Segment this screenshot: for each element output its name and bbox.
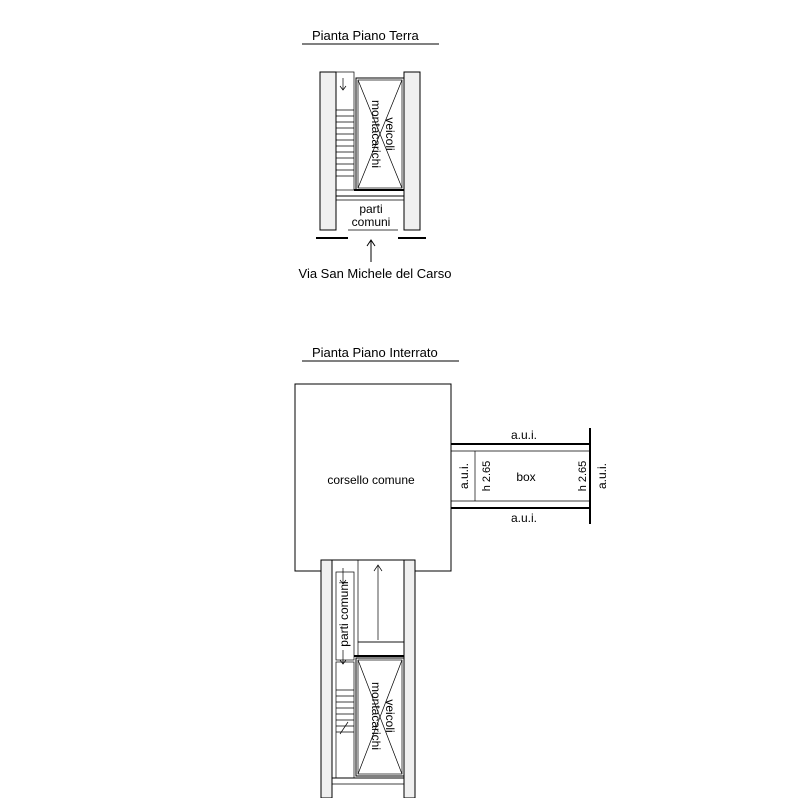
ground-right-wall (404, 72, 420, 230)
basement-lift-label-1: montacarichi (369, 681, 383, 751)
street-name: Via San Michele del Carso (298, 266, 452, 281)
neighbor-unit-left: a.u.i. (457, 462, 471, 490)
ground-floor-plan (299, 28, 452, 281)
ground-lift-label-2: veicoli (383, 117, 397, 151)
box-label: box (516, 470, 536, 484)
ground-common-parts-label-1: parti (359, 202, 383, 216)
corridor-label: corsello comune (327, 473, 415, 487)
neighbor-unit-bottom: a.u.i. (510, 511, 538, 525)
basement-common-parts-label: parti comuni (337, 581, 351, 647)
ground-left-wall (320, 72, 336, 230)
basement-title: Pianta Piano Interrato (312, 345, 438, 360)
box-height-left: h 2.65 (481, 460, 493, 492)
basement-left-wall (321, 560, 332, 798)
basement-staircase (336, 662, 354, 778)
ground-lift-label-1: montacarichi (369, 99, 383, 169)
entrance-arrow-icon (367, 240, 375, 262)
ground-floor-title: Pianta Piano Terra (312, 28, 419, 43)
neighbor-unit-top: a.u.i. (510, 428, 538, 442)
ground-staircase (336, 72, 354, 190)
box-height-right: h 2.65 (577, 460, 589, 492)
basement-right-wall (404, 560, 415, 798)
basement-plan (295, 345, 609, 798)
basement-lift-label-2: veicoli (383, 699, 397, 733)
vehicle-ramp (358, 560, 404, 656)
ground-common-parts-label-2: comuni (351, 215, 391, 229)
neighbor-unit-right: a.u.i. (595, 462, 609, 490)
